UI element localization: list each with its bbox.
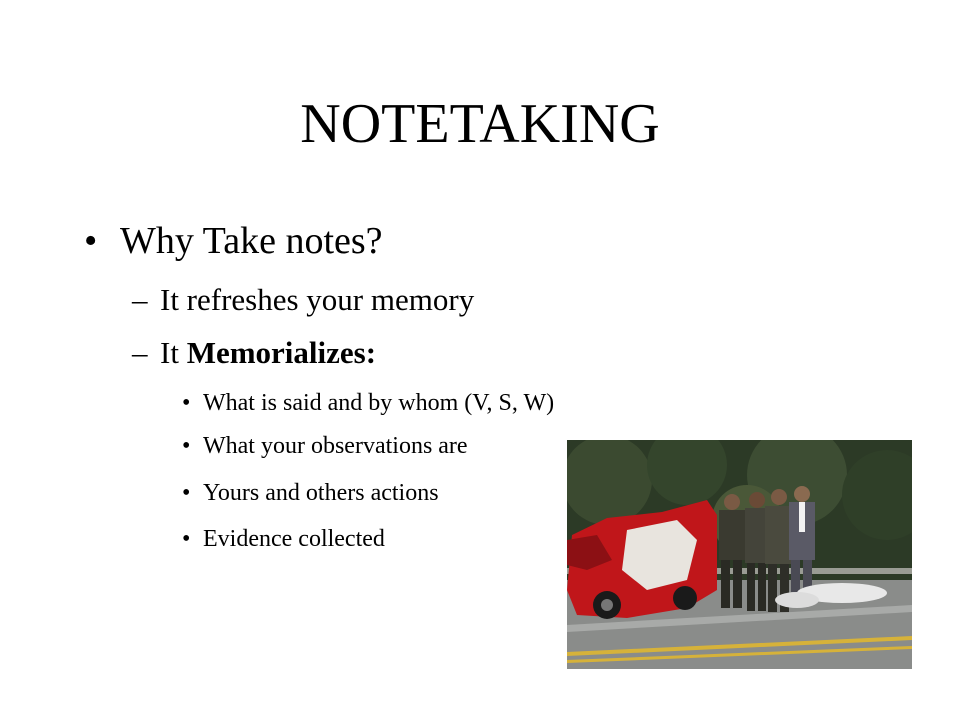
car-wheel	[673, 586, 697, 610]
detail-text: What your observations are	[203, 433, 468, 459]
bullet-marker: •	[182, 433, 191, 459]
car-crash-scene-photo	[567, 440, 912, 669]
bullet-marker: •	[182, 526, 191, 552]
bullet-marker: •	[84, 220, 98, 262]
detail-text: What is said and by whom (V, S, W)	[203, 390, 555, 416]
subbullet-bold: Memorializes:	[186, 335, 377, 370]
subbullet-prefix: It	[160, 335, 187, 370]
crash-scene-illustration	[567, 440, 912, 669]
slide-title: NOTETAKING	[300, 93, 660, 155]
bullet-text: Why Take notes?	[120, 220, 383, 262]
subbullet-text: It refreshes your memory	[160, 282, 475, 317]
detail-text: Evidence collected	[203, 526, 385, 552]
bullet-marker: •	[182, 480, 191, 506]
detail-text: Yours and others actions	[203, 480, 439, 506]
car-hubcap	[601, 599, 613, 611]
bullet-marker: •	[182, 390, 191, 416]
dash-marker: –	[132, 335, 148, 370]
subbullet-text	[160, 334, 376, 372]
body-bag	[775, 592, 819, 608]
dash-marker: –	[132, 282, 148, 317]
